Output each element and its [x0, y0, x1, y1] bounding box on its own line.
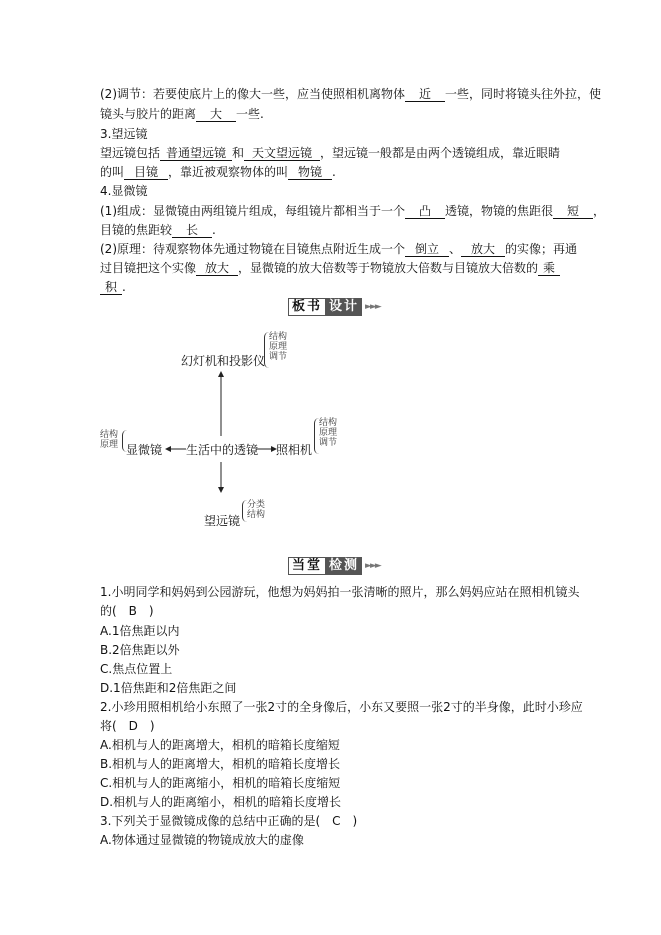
- node-slide-projector: 幻灯机和投影仪: [181, 354, 266, 368]
- answer-blank: 短: [553, 204, 593, 219]
- text: 的叫: [100, 165, 125, 179]
- brace-item: 结构: [100, 430, 119, 440]
- question-2-option-a: A.相机与人的距离增大，相机的暗箱长度缩短: [100, 738, 340, 752]
- question-2-option-c: C.相机与人的距离缩小，相机的暗箱长度缩短: [100, 776, 341, 790]
- text: ，靠近被观察物体的叫: [168, 165, 289, 179]
- text: ，望远镜一般都是由两个透镜组成，靠近眼睛: [320, 146, 561, 160]
- node-camera: 照相机: [276, 443, 313, 457]
- brace-item: 分类: [247, 500, 266, 510]
- question-1-option-d: D.1倍焦距和2倍焦距之间: [100, 681, 237, 695]
- brace-item: 结构: [319, 418, 338, 428]
- banner-arrows-icon: ►►►: [365, 302, 380, 312]
- question-2-option-d: D.相机与人的距离缩小，相机的暗箱长度增长: [100, 795, 342, 809]
- text: .: [212, 223, 216, 237]
- brace-item: 原理: [269, 342, 288, 352]
- text: 过目镜把这个实像: [100, 261, 197, 275]
- text: 透镜，物镜的焦距很: [445, 204, 554, 218]
- brace-item: 调节: [269, 352, 288, 362]
- answer-blank: 近: [405, 87, 445, 102]
- question-2-stem: 2.小珍用照相机给小东照了一张2寸的全身像后，小东又要照一张2寸的半身像，此时小珍应: [100, 700, 583, 714]
- question-3-stem: 3.下列关于显微镜成像的总结中正确的是( C ): [100, 814, 358, 828]
- banner-dark-text: 设计: [326, 298, 362, 316]
- answer-blank: 倒立: [405, 242, 449, 257]
- question-1-stem-cont: 的( B ): [100, 604, 154, 618]
- text: 和: [232, 146, 245, 160]
- question-1-option-a: A.1倍焦距以内: [100, 624, 180, 638]
- brace-list: [247, 500, 265, 520]
- section-heading: 3.望远镜: [100, 127, 148, 141]
- question-3-option-a: A.物体通过显微镜的物镜成放大的虚像: [100, 833, 304, 847]
- answer-blank: 乘: [538, 261, 560, 276]
- brace-item: 结构: [247, 510, 266, 520]
- brace-list: [319, 418, 337, 448]
- answer-blank: 天文望远镜: [244, 146, 320, 161]
- text: 的实像；再通: [505, 242, 578, 256]
- brace-item: 结构: [269, 332, 288, 342]
- answer-blank: 放大: [196, 261, 238, 276]
- answer-blank: 放大: [461, 242, 505, 257]
- text: 目镜的焦距较: [100, 223, 173, 237]
- text: 镜头与胶片的距离: [100, 107, 197, 121]
- text: 望远镜包括: [100, 146, 161, 160]
- answer-blank: 普通望远镜: [160, 146, 232, 161]
- text: .: [332, 165, 336, 179]
- banner-plain-text: 板书: [288, 298, 326, 316]
- question-2-option-b: B.相机与人的距离增大，相机的暗箱长度增长: [100, 757, 341, 771]
- text: 一些.: [236, 107, 264, 121]
- text: .: [122, 280, 126, 294]
- answer-blank: 凸: [405, 204, 445, 219]
- node-telescope: 望远镜: [204, 514, 241, 528]
- brace-list: [100, 430, 118, 450]
- node-microscope: 显微镜: [126, 443, 163, 457]
- banner-arrows-icon: ►►►: [365, 561, 380, 571]
- text: ，: [593, 204, 606, 218]
- question-1-option-c: C.焦点位置上: [100, 662, 173, 676]
- text: (1)组成：显微镜由两组镜片组成，每组镜片都相当于一个: [100, 204, 406, 218]
- banner-dark-text: 检测: [326, 557, 362, 575]
- text: (2)调节：若要使底片上的像大一些，应当使照相机离物体: [100, 87, 406, 101]
- answer-blank: 大: [196, 107, 236, 122]
- brace-item: 原理: [100, 440, 119, 450]
- section-banner-class-test: [288, 557, 380, 575]
- answer-blank: 物镜: [288, 165, 332, 180]
- text: 、: [449, 242, 462, 256]
- text: (2)原理：待观察物体先通过物镜在目镜焦点附近生成一个: [100, 242, 406, 256]
- question-1-stem: 1.小明同学和妈妈到公园游玩，他想为妈妈拍一张清晰的照片，那么妈妈应站在照相机镜头: [100, 585, 580, 599]
- section-heading: 4.显微镜: [100, 184, 148, 198]
- question-2-stem-cont: 将( D ): [100, 719, 155, 733]
- answer-blank: 目镜: [124, 165, 168, 180]
- answer-blank: 长: [172, 223, 212, 238]
- node-center: 生活中的透镜: [186, 443, 259, 457]
- text: ，显微镜的放大倍数等于物镜放大倍数与目镜放大倍数的: [238, 261, 539, 275]
- answer-blank: 积: [100, 280, 122, 295]
- question-1-option-b: B.2倍焦距以外: [100, 643, 180, 657]
- brace-list: [269, 332, 287, 362]
- brace-item: 调节: [319, 438, 338, 448]
- text: 一些，同时将镜头往外拉，使: [445, 87, 602, 101]
- banner-plain-text: 当堂: [288, 557, 326, 575]
- brace-item: 原理: [319, 428, 338, 438]
